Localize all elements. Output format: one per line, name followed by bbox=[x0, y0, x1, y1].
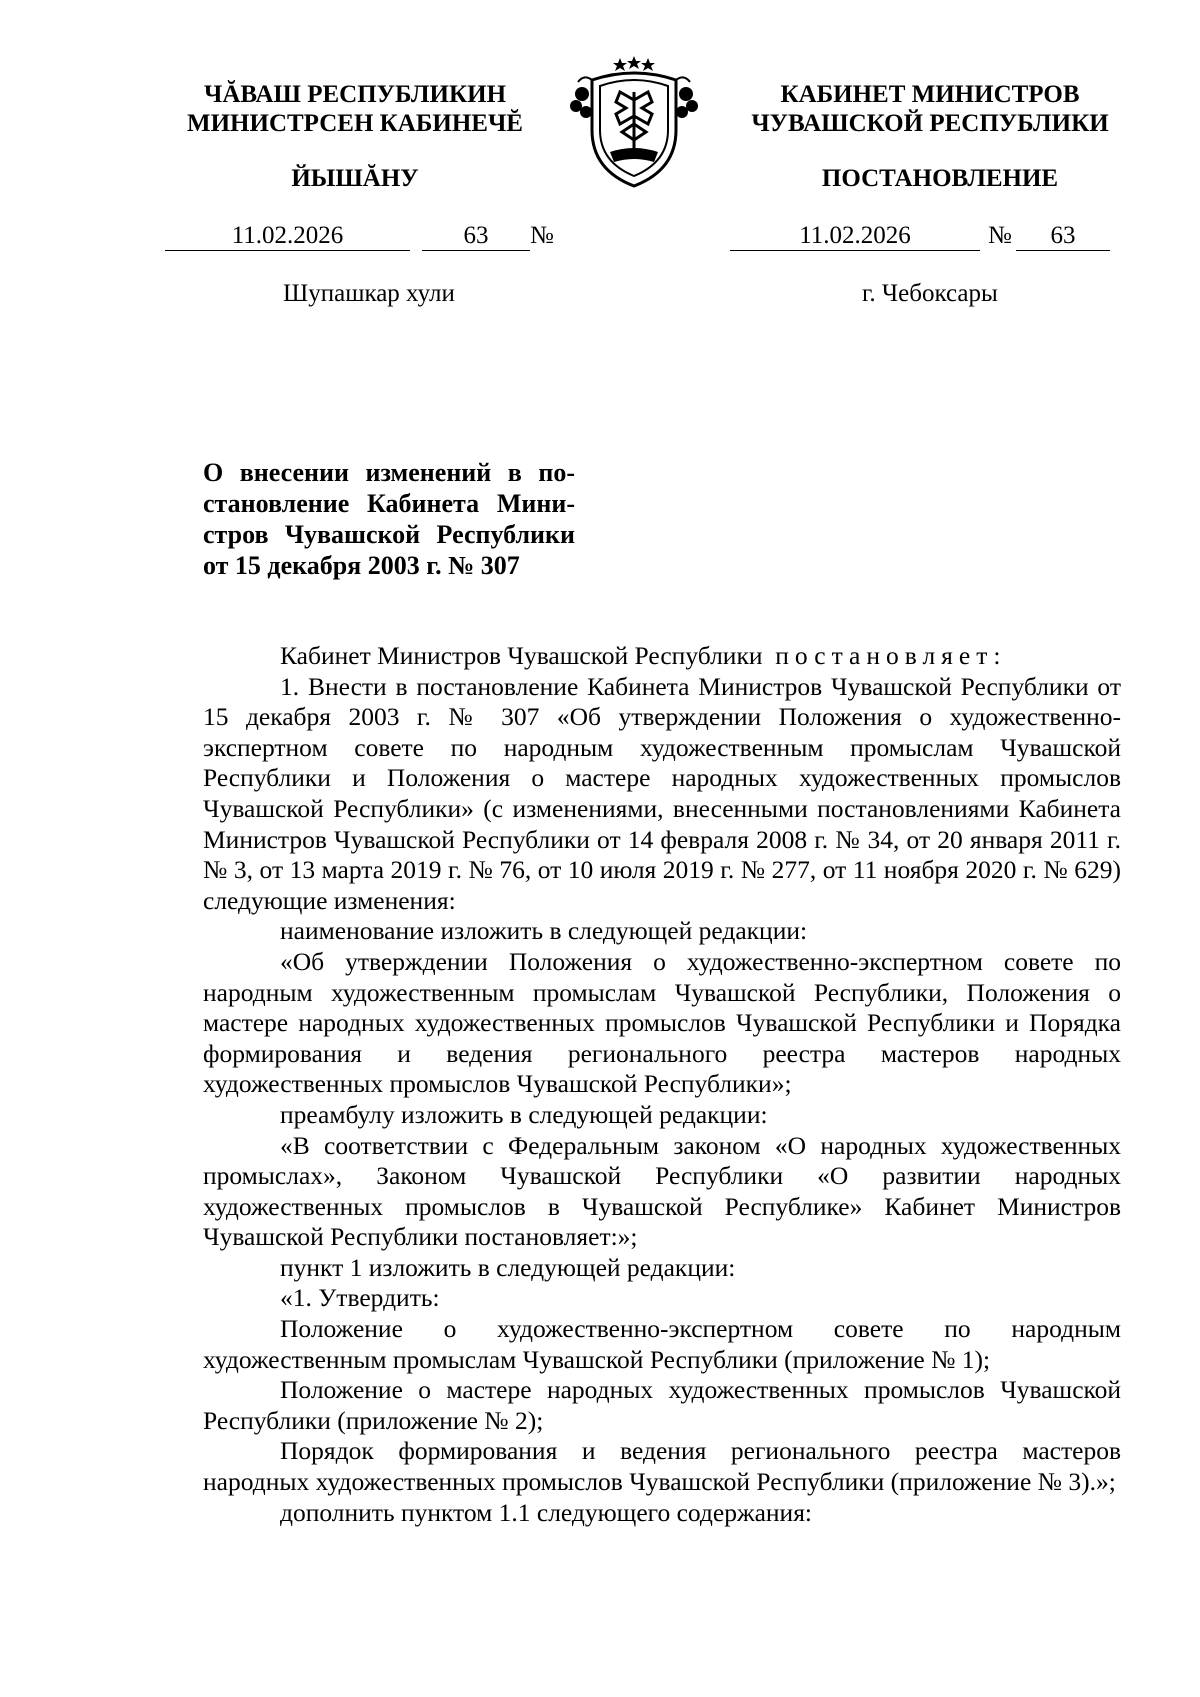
org-name-russian bbox=[720, 80, 1140, 138]
number-field-left: 63 bbox=[422, 222, 530, 251]
org-name-chuvash-line2: МИНИСТРСЕН КАБИНЕЧĔ bbox=[187, 110, 523, 137]
doc-type-russian: ПОСТАНОВЛЕНИЕ bbox=[821, 165, 1059, 192]
title-line: становление Кабинета Мини- bbox=[203, 489, 575, 518]
title-line: от 15 декабря 2003 г. № 307 bbox=[203, 551, 520, 580]
date-field-left: 11.02.2026 bbox=[165, 222, 410, 251]
number-sign-right: № bbox=[988, 222, 1012, 249]
number-field-right: 63 bbox=[1016, 222, 1110, 251]
date-field-right: 11.02.2026 bbox=[730, 222, 980, 251]
title-line: О внесении изменений в по- bbox=[203, 458, 575, 487]
paragraph: Положение о мастере народных художественных промыслов Чувашской Республики (приложение № 2); bbox=[203, 1375, 1121, 1435]
place-russian: г. Чебоксары bbox=[862, 280, 998, 307]
chuvash-coat-of-arms-icon bbox=[564, 52, 704, 192]
place-chuvash: Шупашкар хули bbox=[283, 280, 455, 307]
org-name-chuvash bbox=[165, 80, 545, 138]
paragraph: наименование изложить в следующей редакции: bbox=[280, 916, 808, 946]
paragraph: пункт 1 изложить в следующей редакции: bbox=[280, 1252, 736, 1282]
document-body bbox=[203, 641, 1121, 1528]
org-name-chuvash-line1: ЧĂВАШ РЕСПУБЛИКИН bbox=[203, 81, 507, 108]
paragraph: «В соответствии с Федеральным законом «О народных художественных промыслах», Законом Чувашской Республики «О развитии народных художественных промыслов в Чувашской Республике» Кабинет Министров Чувашской Республики постановляет:»; bbox=[203, 1130, 1121, 1252]
org-name-russian-line2: ЧУВАШСКОЙ РЕСПУБЛИКИ bbox=[751, 110, 1109, 137]
star-icon bbox=[613, 56, 655, 71]
paragraph: дополнить пунктом 1.1 следующего содержания: bbox=[280, 1497, 813, 1527]
paragraph: 1. Внести в постановление Кабинета Министров Чувашской Республики от 15 декабря 2003 г. № 307 «Об утверждении Положения о художественно-экспертном совете по народным художественным промыслам Чувашской Республики и Положения о мастере народных художественных промыслов Чувашской Республики» (с изменениями, внесенными постановлениями Кабинета Министров Чувашской Республики от 14 февраля 2008 г. № 34, от 20 января 2011 г. № 3, от 13 марта 2019 г. № 76, от 10 июля 2019 г. № 277, от 11 ноября 2020 г. № 629) следующие изменения: bbox=[203, 671, 1121, 915]
intro-paragraph bbox=[203, 641, 1121, 672]
document-title bbox=[203, 457, 575, 581]
intro-colon: : bbox=[993, 641, 1001, 670]
intro-verb: постановляет bbox=[775, 641, 994, 670]
number-sign-left: № bbox=[530, 222, 554, 249]
paragraph: Порядок формирования и ведения регионального реестра мастеров народных художественных промыслов Чувашской Республики (приложение № 3).»; bbox=[203, 1436, 1121, 1497]
paragraph: Положение о художественно-экспертном совете по народным художественным промыслам Чувашской Республики (приложение № 1); bbox=[203, 1314, 1121, 1374]
intro-lead: Кабинет Министров Чувашской Республики bbox=[280, 641, 763, 670]
paragraph: преамбулу изложить в следующей редакции: bbox=[280, 1099, 768, 1129]
org-name-russian-line1: КАБИНЕТ МИНИСТРОВ bbox=[780, 81, 1080, 108]
title-line: стров Чувашской Республики bbox=[203, 520, 575, 549]
doc-type-chuvash: ЙЫШĂНУ bbox=[291, 165, 419, 192]
paragraph: «1. Утвердить: bbox=[280, 1283, 440, 1313]
paragraph: «Об утверждении Положения о художественно-экспертном совете по народным художественным промыслам Чувашской Республики, Положения о мастере народных художественных промыслов Чувашской Республики и Порядка формирования и ведения регионального реестра мастеров народных художественных промыслов Чувашской Республики»; bbox=[203, 946, 1121, 1099]
